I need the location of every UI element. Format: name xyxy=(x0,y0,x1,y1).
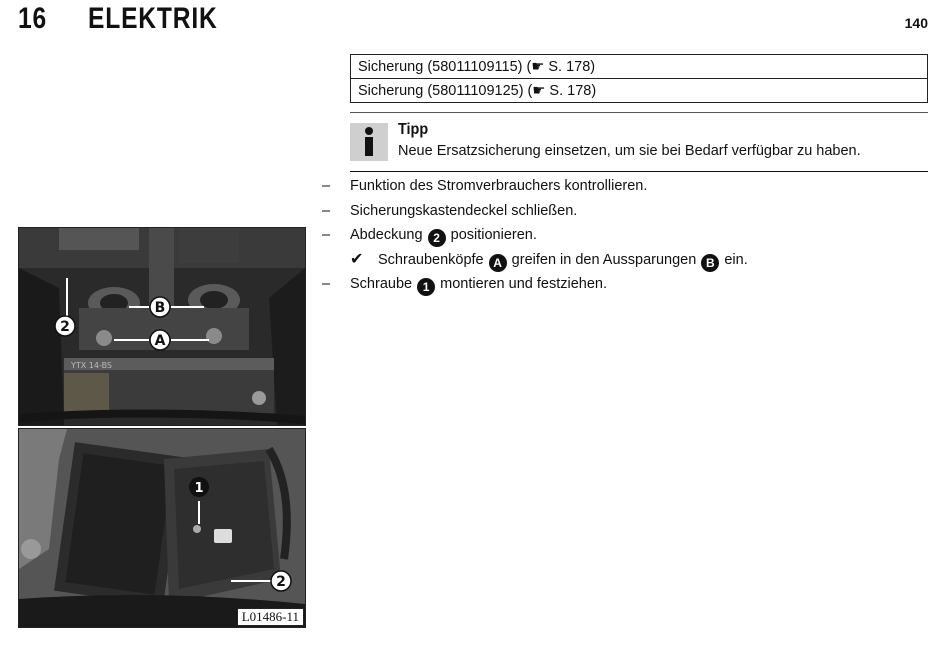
marker-2: 2 xyxy=(428,229,446,247)
fuse-cell: Sicherung (58011109115) (☛ S. 178) xyxy=(351,55,928,79)
page-number: 140 xyxy=(904,15,928,31)
list-item xyxy=(322,250,922,275)
step-result-text xyxy=(378,250,748,272)
step-text xyxy=(350,274,607,296)
step-fragment: montieren und festziehen. xyxy=(440,276,607,292)
step-fragment: greifen in den Aussparungen xyxy=(511,251,697,268)
checkmark-icon: ✔ xyxy=(350,250,364,268)
step-fragment: ein. xyxy=(724,251,748,268)
dash-bullet: – xyxy=(322,178,331,194)
step-text xyxy=(350,225,537,247)
fuse-cell: Sicherung (58011109125) (☛ S. 178) xyxy=(351,79,928,103)
marker-a: A xyxy=(489,254,507,272)
step-fragment: Schraubenköpfe xyxy=(378,251,484,268)
chapter-title: ELEKTRIK xyxy=(88,2,218,35)
step-fragment: positionieren. xyxy=(450,227,537,243)
list-item xyxy=(322,274,922,299)
table-row xyxy=(351,79,928,103)
list-item xyxy=(322,176,922,201)
label-b: B xyxy=(154,300,166,316)
info-icon xyxy=(350,123,388,161)
chapter-number: 16 xyxy=(18,2,48,35)
dash-bullet: – xyxy=(322,202,331,219)
battery-photo xyxy=(18,227,306,426)
battery-label: YTX 14-BS xyxy=(71,361,113,370)
label-2: 2 xyxy=(60,319,70,335)
fuse-table xyxy=(350,54,928,103)
tip-title: Tipp xyxy=(398,121,429,138)
table-row xyxy=(351,55,928,79)
tip-text: Neue Ersatzsicherung einsetzen, um sie bei Bedarf verfügbar zu haben. xyxy=(398,143,861,159)
step-fragment: Abdeckung xyxy=(350,227,423,243)
marker-1: 1 xyxy=(417,278,435,296)
list-item xyxy=(322,201,922,226)
label-2: 2 xyxy=(276,574,286,590)
dash-bullet: – xyxy=(322,276,331,292)
fusebox-photo xyxy=(18,428,306,628)
step-list xyxy=(322,176,922,299)
marker-b: B xyxy=(701,254,719,272)
label-1: 1 xyxy=(194,481,204,496)
dash-bullet: – xyxy=(322,227,331,243)
tip-box xyxy=(350,112,928,172)
image-code: L01486-11 xyxy=(237,608,304,626)
step-text: Sicherungskastendeckel schließen. xyxy=(350,202,578,219)
step-fragment: Schraube xyxy=(350,276,413,292)
list-item xyxy=(322,225,922,250)
step-text: Funktion des Stromverbrauchers kontrollieren. xyxy=(350,178,648,194)
label-a: A xyxy=(154,333,166,349)
